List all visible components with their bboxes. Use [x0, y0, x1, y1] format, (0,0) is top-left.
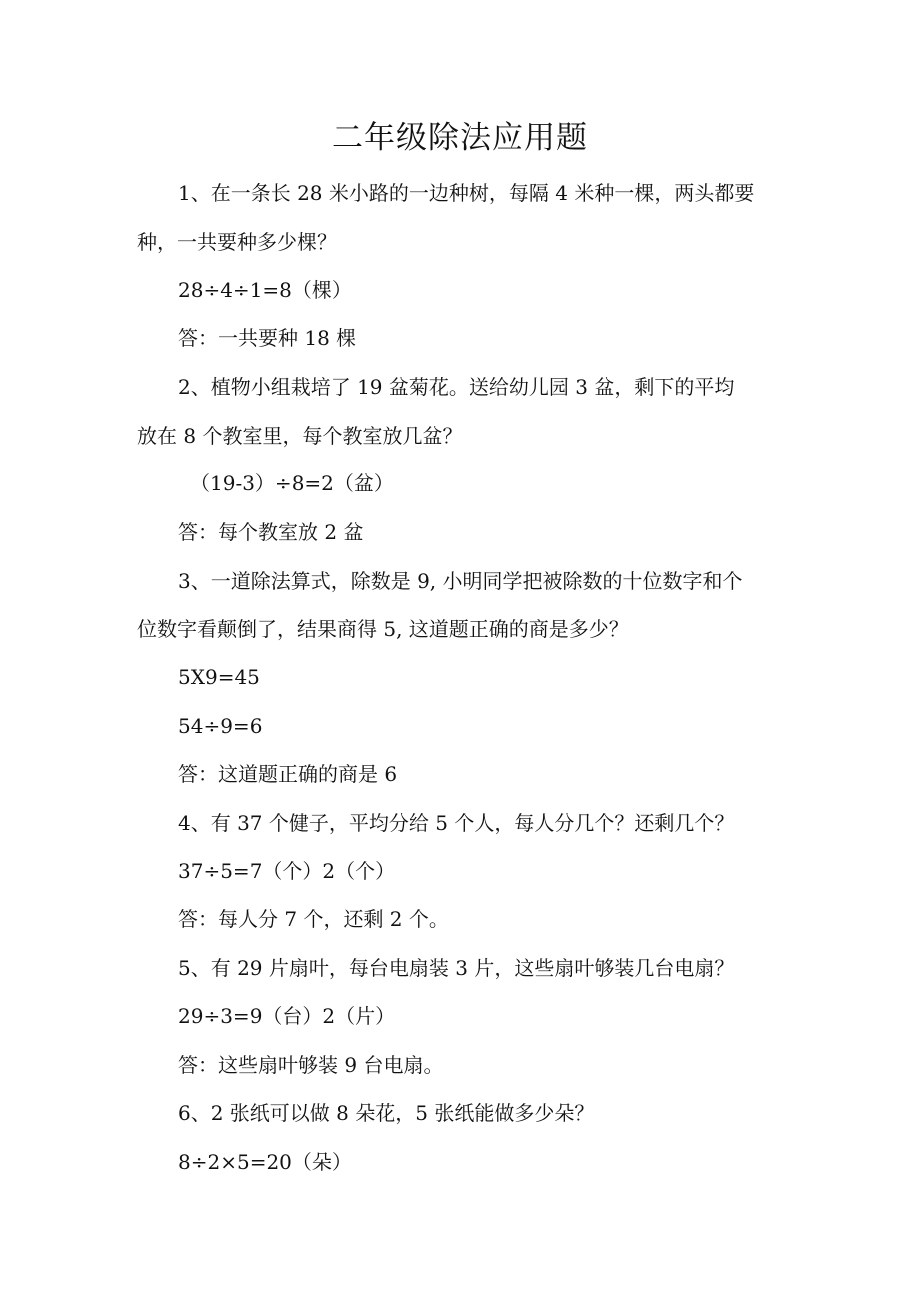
problem-4-answer: 答：每人分 7 个，还剩 2 个。	[178, 907, 449, 931]
problem-4-question-line-1: 4、有 37 个健子，平均分给 5 个人，每人分几个？还剩几个？	[178, 811, 735, 835]
problem-1-question-line-1: 1、在一条长 28 米小路的一边种树，每隔 4 米种一棵，两头都要	[178, 181, 755, 205]
problem-4-work-line: 37÷5=7（个）2（个）	[178, 859, 396, 883]
problem-1-answer: 答：一共要种 18 棵	[178, 326, 357, 350]
page-title: 二年级除法应用题	[332, 120, 588, 156]
problem-3-question-line-1: 3、一道除法算式，除数是 9, 小明同学把被除数的十位数字和个	[178, 569, 743, 593]
problem-2-work-line: （19-3）÷8=2（盆）	[190, 471, 394, 495]
problem-1-question-line-2: 种，一共要种多少棵？	[137, 230, 337, 254]
problem-3-work-line-2: 54÷9=6	[178, 714, 263, 738]
problem-5-work-line: 29÷3=9（台）2（片）	[178, 1004, 396, 1028]
problem-6-work-line: 8÷2×5=20（朵）	[178, 1150, 352, 1174]
problem-2-question-line-2: 放在 8 个教室里，每个教室放几盆？	[137, 424, 463, 448]
problem-6-question-line-1: 6、2 张纸可以做 8 朵花，5 张纸能做多少朵？	[178, 1101, 595, 1125]
problem-2-answer: 答：每个教室放 2 盆	[178, 520, 364, 544]
problem-5-answer: 答：这些扇叶够装 9 台电扇。	[178, 1053, 444, 1077]
problem-2-question-line-1: 2、植物小组栽培了 19 盆菊花。送给幼儿园 3 盆，剩下的平均	[178, 375, 735, 399]
problem-3-question-line-2: 位数字看颠倒了，结果商得 5, 这道题正确的商是多少？	[137, 617, 629, 641]
problem-3-work-line-1: 5X9=45	[178, 665, 260, 689]
problem-3-answer: 答：这道题正确的商是 6	[178, 762, 398, 786]
problem-5-question-line-1: 5、有 29 片扇叶，每台电扇装 3 片，这些扇叶够装几台电扇？	[178, 956, 735, 980]
problem-1-work-line: 28÷4÷1=8（棵）	[178, 278, 352, 302]
